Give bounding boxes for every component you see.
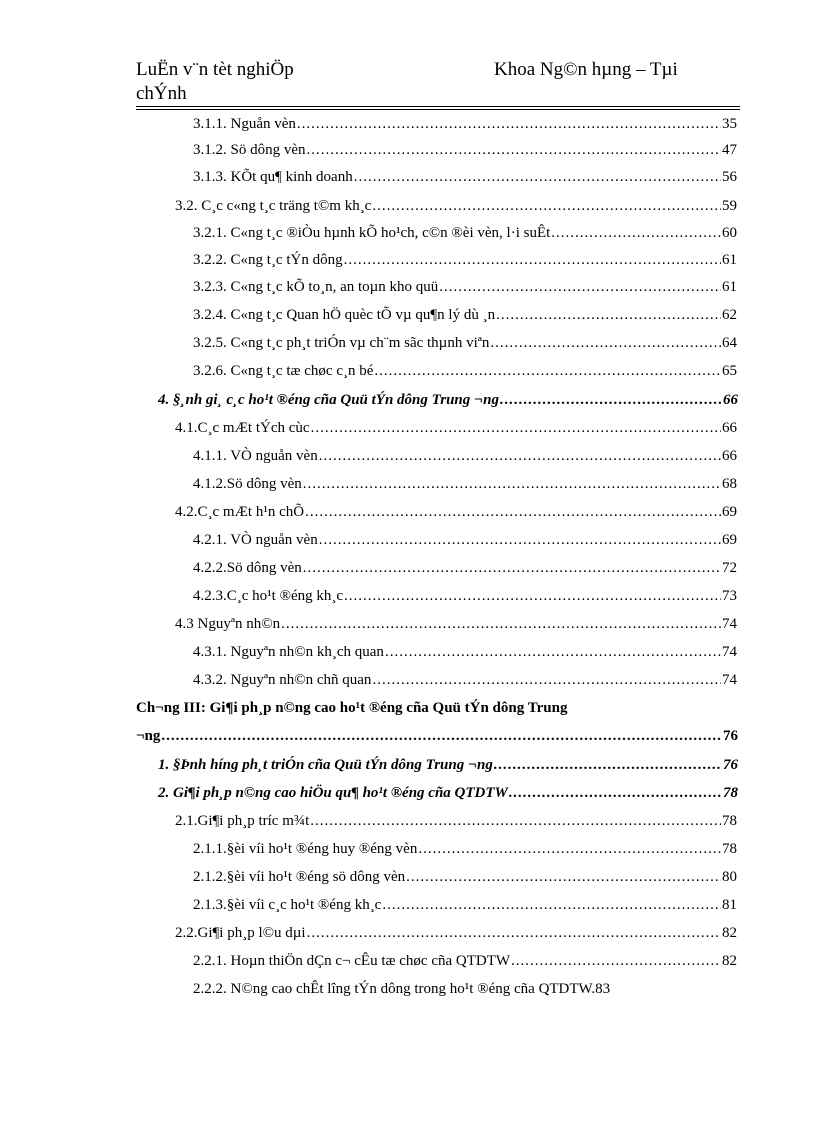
toc-entry — [193, 114, 737, 134]
toc-entry — [175, 196, 737, 216]
toc-entry — [193, 867, 737, 887]
toc-entry-page: 81 — [722, 897, 737, 913]
toc-leader — [372, 196, 721, 216]
toc-section-heading — [158, 390, 738, 410]
toc-leader — [319, 530, 721, 550]
toc-entry-page: 74 — [722, 644, 737, 660]
toc-entry-page: 82 — [722, 953, 737, 969]
header-thesis-title: LuËn v¨n tèt nghiÖp — [136, 59, 294, 80]
toc-leader — [297, 114, 721, 134]
toc-entry — [193, 586, 737, 606]
toc-entry-page: 83 — [595, 981, 611, 997]
toc-entry-page: 78 — [722, 841, 737, 857]
toc-section-heading — [158, 783, 738, 803]
toc-leader — [303, 558, 721, 578]
toc-entry — [193, 446, 737, 466]
toc-leader — [374, 361, 721, 381]
toc-entry-title: 4.1.1. VÒ nguån vèn — [193, 448, 318, 464]
toc-entry — [193, 277, 737, 297]
toc-entry — [175, 418, 737, 438]
toc-entry-page: 35 — [722, 116, 737, 132]
toc-chapter-heading — [136, 698, 740, 718]
toc-entry — [193, 474, 737, 494]
toc-leader — [490, 333, 721, 353]
toc-entry-page: 61 — [722, 252, 737, 268]
toc-entry-title: 3.2.2. C«ng t¸c tÝn dông — [193, 252, 343, 268]
toc-entry-page: 65 — [722, 363, 737, 379]
toc-entry-page: 66 — [723, 392, 738, 408]
toc-entry-title: 1. §Þnh híng ph¸t triÓn cña Quü tÝn dông Trung ¬ng — [158, 757, 493, 773]
toc-leader — [305, 502, 721, 522]
toc-entry-page: 59 — [722, 198, 737, 214]
toc-entry-title: 3.1.3. KÕt qu¶ kinh doanh — [193, 169, 353, 185]
toc-leader — [310, 811, 721, 831]
toc-leader — [500, 390, 722, 410]
toc-entry — [193, 223, 737, 243]
chapter-title-line2: ¬ng — [136, 728, 161, 744]
toc-leader — [311, 418, 721, 438]
toc-chapter-heading-cont — [136, 726, 738, 746]
toc-entry-title: 2.2.1. Hoµn thiÖn dÇn c¬ cÊu tæ chøc cña QTDTW — [193, 953, 511, 969]
toc-entry — [175, 923, 737, 943]
header-left — [136, 58, 356, 106]
toc-entry-title: 3.2.1. C«ng t¸c ®iÒu hµnh kÕ ho¹ch, c©n ®èi vèn, l·i suÊt — [193, 225, 551, 241]
toc-entry-title: 2.1.3.§èi víi c¸c ho¹t ®éng kh¸c — [193, 897, 382, 913]
toc-leader — [382, 895, 721, 915]
toc-leader — [307, 140, 722, 160]
header-faculty: Khoa Ng©n hµng – Tµi — [494, 59, 678, 80]
toc-entry — [193, 305, 737, 325]
toc-entry — [193, 167, 737, 187]
toc-entry-title: 4.3.1. Nguyªn nh©n kh¸ch quan — [193, 644, 384, 660]
toc-entry-page: 64 — [722, 335, 737, 351]
toc-entry-page: 62 — [722, 307, 737, 323]
toc-entry-title: 4.1.2.Sö dông vèn — [193, 476, 302, 492]
toc-entry-title: 2.2.2. N©ng cao chÊt lîng tÝn dông trong ho¹t ®éng cña QTDTW. — [193, 981, 596, 997]
toc-entry-title: 3.2. C¸c c«ng t¸c träng t©m kh¸c — [175, 198, 372, 214]
toc-leader — [418, 839, 721, 859]
toc-entry-title: 4. §¸nh gi¸ c¸c ho¹t ®éng cña Quü tÝn dông Trung ¬ng — [158, 392, 499, 408]
toc-entry-title: 3.1.2. Sö dông vèn — [193, 142, 306, 158]
toc-entry — [193, 140, 737, 160]
toc-entry-page: 68 — [722, 476, 737, 492]
toc-entry-title: 4.2.2.Sö dông vèn — [193, 560, 302, 576]
toc-leader — [509, 783, 722, 803]
toc-section-heading — [158, 755, 738, 775]
toc-entry — [175, 502, 737, 522]
toc-leader — [161, 726, 722, 746]
toc-entry-title: 4.2.C¸c mÆt h¹n chÕ — [175, 504, 305, 520]
toc-entry-page: 60 — [722, 225, 737, 241]
toc-entry-page: 69 — [722, 532, 737, 548]
toc-entry — [193, 558, 737, 578]
toc-leader — [385, 642, 721, 662]
toc-leader — [406, 867, 721, 887]
toc-entry-title: 4.2.1. VÒ nguån vèn — [193, 532, 318, 548]
toc-entry-title: 4.1.C¸c mÆt tÝch cùc — [175, 420, 310, 436]
toc-entry-page: 66 — [722, 448, 737, 464]
toc-entry-title: 2.1.2.§èi víi ho¹t ®éng sö dông vèn — [193, 869, 406, 885]
chapter-title-line1: Ch¬ng III: Gi¶i ph¸p n©ng cao ho¹t ®éng cña Quü tÝn dông Trung — [136, 700, 568, 716]
toc-entry-page: 69 — [722, 504, 737, 520]
toc-entry-page: 73 — [722, 588, 737, 604]
toc-entry-title: 3.2.6. C«ng t¸c tæ chøc c¸n bé — [193, 363, 374, 379]
toc-entry — [193, 642, 737, 662]
toc-entry-page: 78 — [723, 785, 738, 801]
header-thesis-title-cont: chÝnh — [136, 83, 187, 104]
toc-leader — [319, 446, 721, 466]
toc-entry-title: 2.2.Gi¶i ph¸p l©u dµi — [175, 925, 306, 941]
header-rule-thin — [136, 109, 740, 110]
toc-entry-title: 3.2.5. C«ng t¸c ph¸t triÓn vµ ch¨m sãc thµnh viªn — [193, 335, 490, 351]
toc-entry-title: 4.3.2. Nguyªn nh©n chñ quan — [193, 672, 372, 688]
toc-entry-page: 78 — [722, 813, 737, 829]
toc-entry — [193, 333, 737, 353]
toc-entry-title: 3.2.4. C«ng t¸c Quan hÖ quèc tÕ vµ qu¶n lý dù ¸n — [193, 307, 496, 323]
toc-entry-page: 76 — [723, 728, 738, 744]
toc-entry — [193, 951, 737, 971]
toc-leader — [307, 923, 721, 943]
toc-leader — [496, 305, 721, 325]
toc-entry — [193, 250, 737, 270]
toc-entry — [193, 670, 737, 690]
toc-leader — [551, 223, 721, 243]
toc-entry-page: 80 — [722, 869, 737, 885]
toc-entry-page: 76 — [723, 757, 738, 773]
toc-entry-page: 66 — [722, 420, 737, 436]
toc-entry — [193, 530, 737, 550]
toc-entry — [193, 839, 737, 859]
toc-entry-title: 3.1.1. Nguån vèn — [193, 116, 296, 132]
toc-leader — [511, 951, 721, 971]
toc-leader — [344, 250, 721, 270]
toc-leader — [303, 474, 721, 494]
toc-entry-page: 82 — [722, 925, 737, 941]
toc-entry-page: 56 — [722, 169, 737, 185]
toc-entry — [175, 614, 737, 634]
toc-leader — [494, 755, 722, 775]
header-rule-thick — [136, 106, 740, 107]
toc-entry-page: 61 — [722, 279, 737, 295]
toc-entry-title: 4.3 Nguyªn nh©n — [175, 616, 281, 632]
toc-entry-page: 72 — [722, 560, 737, 576]
toc-entry-page: 74 — [722, 616, 737, 632]
toc-entry-title: 4.2.3.C¸c ho¹t ®éng kh¸c — [193, 588, 344, 604]
toc-leader — [354, 167, 721, 187]
toc-entry-title: 2.1.1.§èi víi ho¹t ®éng huy ®éng vèn — [193, 841, 418, 857]
toc-leader — [372, 670, 721, 690]
toc-entry-page: 74 — [722, 672, 737, 688]
toc-entry — [193, 895, 737, 915]
toc-entry — [175, 811, 737, 831]
toc-entry-page: 47 — [722, 142, 737, 158]
toc-entry — [193, 979, 737, 999]
toc-entry-title: 2.1.Gi¶i ph¸p tríc m¾t — [175, 813, 310, 829]
toc-leader — [439, 277, 721, 297]
toc-entry-title: 2. Gi¶i ph¸p n©ng cao hiÖu qu¶ ho¹t ®éng cña QTDTW — [158, 785, 508, 801]
toc-entry-title: 3.2.3. C«ng t¸c kÕ to¸n, an toµn kho quü — [193, 279, 439, 295]
toc-leader — [281, 614, 721, 634]
toc-leader — [344, 586, 721, 606]
toc-entry — [193, 361, 737, 381]
